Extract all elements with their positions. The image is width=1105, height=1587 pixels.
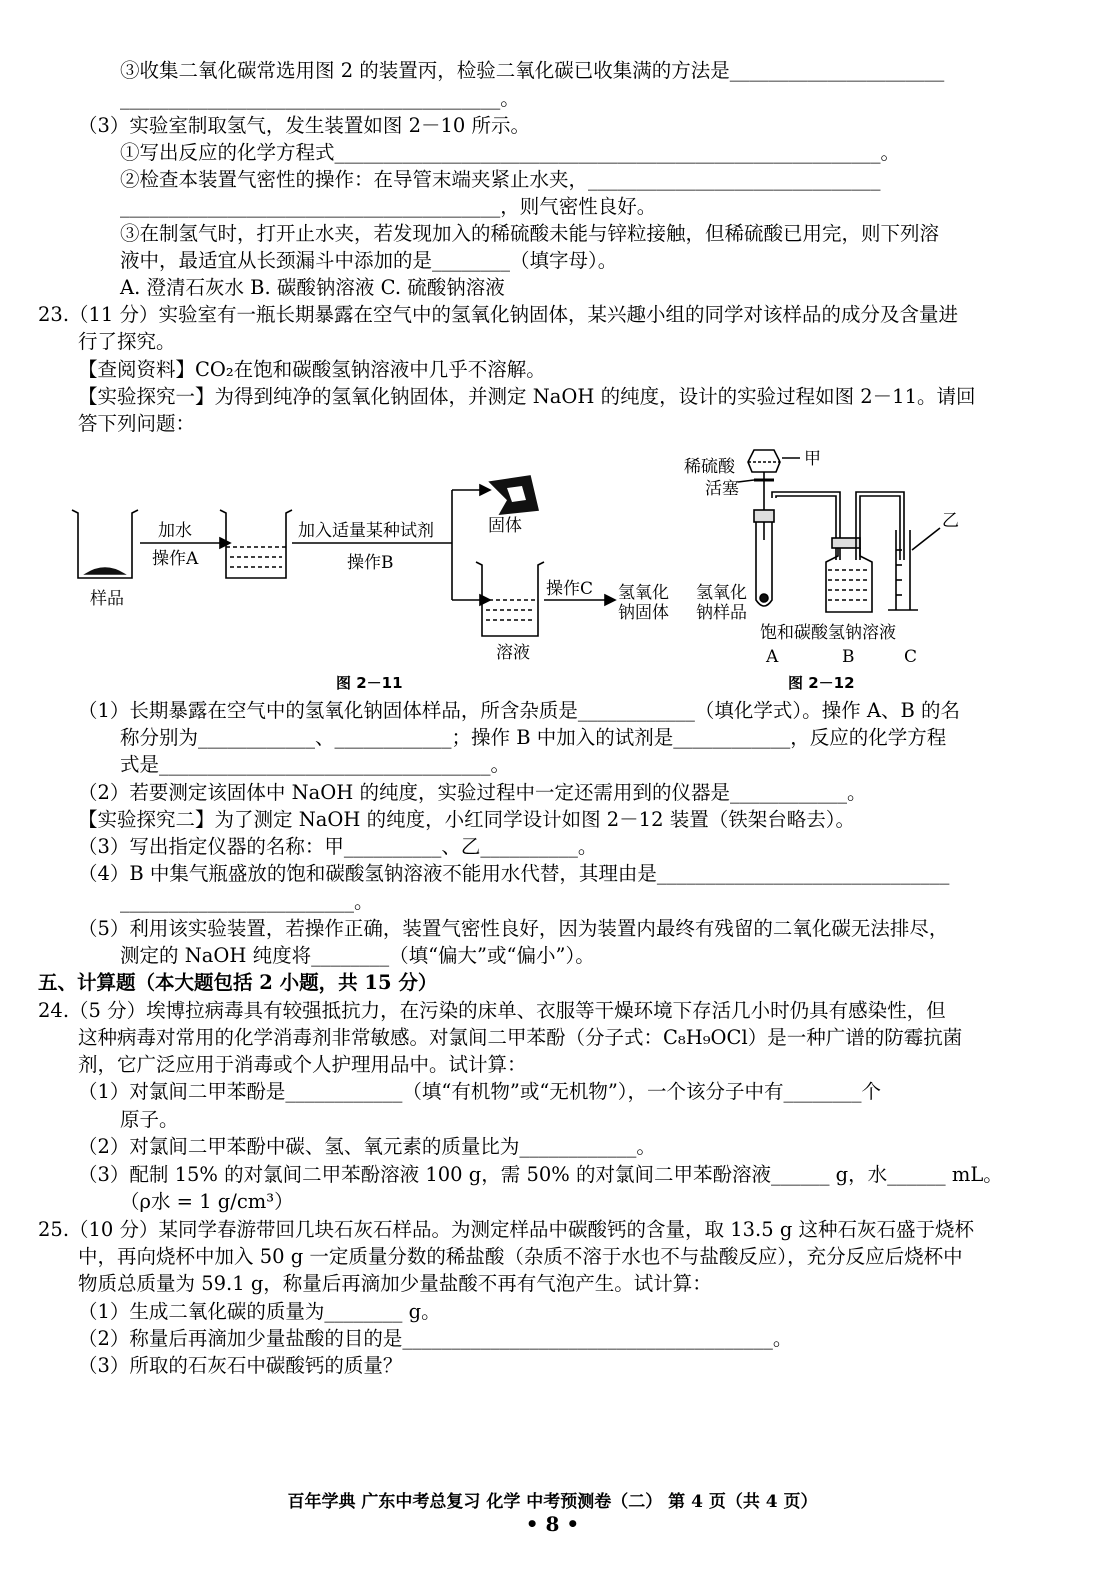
text-line: ________________________。 <box>120 890 374 913</box>
text-line: ③在制氢气时，打开止水夹，若发现加入的稀硫酸未能与锌粒接触，但稀硫酸已用完，则下列溶 <box>120 222 940 245</box>
text-line: 25.（10 分）某同学春游带回几块石灰石样品。为测定样品中碳酸钙的含量，取 13.5 g 这种石灰石盛于烧杯 <box>38 1218 975 1241</box>
text-line: 这种病毒对常用的化学消毒剂非常敏感。对氯间二甲苯酚（分子式：C₈H₉OCl）是一种广谱的防霉抗菌 <box>78 1026 963 1049</box>
label-yi: 乙 <box>942 511 959 531</box>
graduated-cylinder-c <box>896 530 910 610</box>
text-line: ②检查本装置气密性的操作：在导管末端夹紧止水夹，______________________________ <box>120 168 881 191</box>
text-line: 五、计算题（本大题包括 2 小题，共 15 分） <box>38 971 438 994</box>
label-sample-1: 氢氧化 <box>696 583 747 603</box>
label-jia: 甲 <box>804 449 821 469</box>
page-footer: 百年学典 广东中考总复习 化学 中考预测卷（二） 第 4 页（共 4 页） <box>287 1492 818 1512</box>
text-line: _______________________________________。 <box>120 87 520 110</box>
label-naoh-solid-2: 钠固体 <box>618 603 669 623</box>
text-line: 测定的 NaOH 纯度将________（填“偏大”或“偏小”）。 <box>120 944 595 967</box>
label-op-a: 操作A <box>152 549 199 569</box>
text-line: A. 澄清石灰水 B. 碳酸钠溶液 C. 硫酸钠溶液 <box>120 276 505 299</box>
label-a: A <box>766 647 779 667</box>
figure-2-12-labels <box>684 449 959 692</box>
text-line: （1）对氯间二甲苯酚是____________（填“有机物”或“无机物”），一个该分子中有________个 <box>78 1080 882 1103</box>
label-add-water: 加水 <box>158 521 192 541</box>
text-line: （3）写出指定仪器的名称：甲__________、乙__________。 <box>78 835 598 858</box>
text-line: （2）若要测定该固体中 NaOH 的纯度，实验过程中一定还需用到的仪器是____________。 <box>78 781 867 804</box>
text-line: （ρ水 = 1 g/cm³） <box>120 1190 294 1213</box>
label-op-c: 操作C <box>546 579 594 599</box>
page-number: • 8 • <box>525 1512 580 1536</box>
label-dilute-acid: 稀硫酸 <box>684 457 735 477</box>
text-line: 中，再向烧杯中加入 50 g 一定质量分数的稀盐酸（杂质不溶于水也不与盐酸反应），充分反应后烧杯中 <box>78 1245 963 1268</box>
text-line: 物质总质量为 59.1 g，称量后再滴加少量盐酸不再有气泡产生。试计算： <box>78 1272 712 1295</box>
experiment-figures <box>60 440 1060 700</box>
text-line: _______________________________________，则气密性良好。 <box>120 195 657 218</box>
text-line: （4）B 中集气瓶盛放的饱和碳酸氢钠溶液不能用水代替，其理由是______________________________ <box>78 862 950 885</box>
text-line: 【查阅资料】CO₂在饱和碳酸氢钠溶液中几乎不溶解。 <box>78 358 546 381</box>
label-sample-2: 钠样品 <box>696 603 747 623</box>
text-line: ①写出反应的化学方程式________________________________________________________。 <box>120 141 901 164</box>
text-line: 式是__________________________________。 <box>120 753 511 776</box>
text-line: 液中，最适宜从长颈漏斗中添加的是________（填字母）。 <box>120 249 618 272</box>
separatory-funnel <box>748 450 780 472</box>
text-line: （5）利用该实验装置，若操作正确，装置气密性良好，因为装置内最终有残留的二氧化碳无法排尽， <box>78 917 949 940</box>
label-add-reagent: 加入适量某种试剂 <box>298 521 434 541</box>
text-line: ③收集二氧化碳常选用图 2 的装置丙，检验二氧化碳已收集满的方法是______________________ <box>120 59 945 82</box>
text-line: 称分别为____________、____________；操作 B 中加入的试剂是____________，反应的化学方程 <box>120 726 947 749</box>
text-line: 答下列问题： <box>78 412 196 435</box>
figure-2-12 <box>738 450 940 612</box>
label-op-b: 操作B <box>347 553 394 573</box>
text-line: （3）实验室制取氢气，发生装置如图 2－10 所示。 <box>78 114 531 137</box>
text-line: 【实验探究一】为得到纯净的氢氧化钠固体，并测定 NaOH 的纯度，设计的实验过程如图 2－11。请回 <box>78 385 976 408</box>
label-bicarb: 饱和碳酸氢钠溶液 <box>760 623 896 643</box>
text-line: （3）所取的石灰石中碳酸钙的质量？ <box>78 1354 403 1377</box>
text-line: 行了探究。 <box>78 330 176 353</box>
caption-2-11: 图 2－11 <box>336 674 403 692</box>
text-line: （2）对氯间二甲苯酚中碳、氢、氧元素的质量比为____________。 <box>78 1135 656 1158</box>
text-line: （1）生成二氧化碳的质量为________ g。 <box>78 1300 441 1323</box>
label-stopcock: 活塞 <box>705 479 739 499</box>
text-line: （3）配制 15% 的对氯间二甲苯酚溶液 100 g，需 50% 的对氯间二甲苯酚溶液______ g，水______ mL。 <box>78 1163 1003 1186</box>
caption-2-12: 图 2－12 <box>788 674 855 692</box>
text-line: 【实验探究二】为了测定 NaOH 的纯度，小红同学设计如图 2－12 装置（铁架台略去）。 <box>78 808 855 831</box>
label-naoh-solid-1: 氢氧化 <box>618 583 669 603</box>
text-line: 24.（5 分）埃博拉病毒具有较强抵抗力，在污染的床单、衣服等干燥环境下存活几小时仍具有感染性，但 <box>38 999 946 1022</box>
label-sample: 样品 <box>90 589 124 609</box>
text-line: 原子。 <box>120 1108 179 1131</box>
text-line: （2）称量后再滴加少量盐酸的目的是______________________________________。 <box>78 1327 793 1350</box>
label-c: C <box>904 647 918 667</box>
label-solution: 溶液 <box>496 643 530 663</box>
text-line: （1）长期暴露在空气中的氢氧化钠固体样品，所含杂质是____________（填化学式）。操作 A、B 的名 <box>78 699 960 722</box>
text-line: 剂，它广泛应用于消毒或个人护理用品中。试计算： <box>78 1053 527 1076</box>
label-b: B <box>842 647 855 667</box>
text-line: 23.（11 分）实验室有一瓶长期暴露在空气中的氢氧化钠固体，某兴趣小组的同学对该样品的成分及含量进 <box>38 303 959 326</box>
label-solid: 固体 <box>488 516 522 536</box>
